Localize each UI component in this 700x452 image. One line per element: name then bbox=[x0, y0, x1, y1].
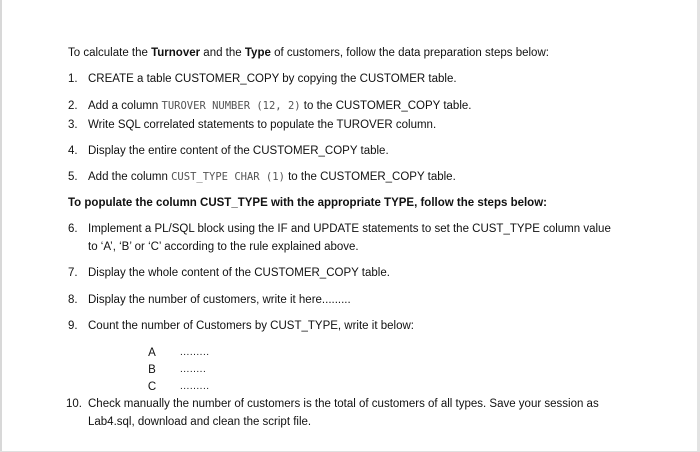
code-snippet: TUROVER NUMBER (12, 2) bbox=[161, 100, 301, 112]
step-6-line2: to ‘A’, ‘B’ or ‘C’ according to the rule explained above. bbox=[88, 241, 359, 253]
step-text: Display the whole content of the CUSTOMER_COPY table. bbox=[88, 267, 390, 279]
step-text: Count the number of Customers by CUST_TYPE, write it below: bbox=[88, 320, 414, 332]
fill-in-blank: ......... bbox=[180, 347, 210, 358]
intro-suffix: of customers, follow the data preparation steps below: bbox=[270, 47, 549, 59]
step-number: 9. bbox=[68, 320, 78, 332]
step-number: 2. bbox=[68, 100, 78, 112]
intro-type: Type bbox=[244, 47, 271, 59]
step-text: Display the number of customers, write it here......... bbox=[88, 294, 351, 306]
type-row-c bbox=[0, 380, 700, 394]
step-text: Write SQL correlated statements to populate the TUROVER column. bbox=[88, 119, 437, 131]
intro-turnover: Turnover bbox=[151, 47, 201, 59]
type-letter: C bbox=[147, 381, 157, 393]
step-10-line2: Lab4.sql, download and clean the script file. bbox=[88, 416, 312, 428]
type-row-a bbox=[0, 346, 700, 360]
step-text bbox=[88, 170, 456, 184]
fill-in-blank: ........ bbox=[180, 364, 207, 375]
type-letter: A bbox=[148, 347, 156, 359]
step-text-line1: Implement a PL/SQL block using the IF and UPDATE statements to set the CUST_TYPE column value bbox=[88, 223, 611, 235]
step-number: 3. bbox=[68, 119, 78, 131]
intro-paragraph bbox=[68, 46, 549, 60]
step-number: 4. bbox=[68, 145, 78, 157]
intro-prefix: To calculate the bbox=[68, 47, 152, 59]
step-text bbox=[88, 99, 471, 113]
step-number: 5. bbox=[68, 171, 78, 183]
type-letter: B bbox=[148, 364, 156, 376]
intro-middle: and the bbox=[200, 47, 245, 59]
step-text: Display the entire content of the CUSTOMER_COPY table. bbox=[88, 145, 389, 157]
step-number: 1. bbox=[68, 73, 78, 85]
step-text-post: to the CUSTOMER_COPY table. bbox=[284, 171, 456, 183]
step-text-line1: Check manually the number of customers is the total of customers of all types. Save your session as bbox=[88, 398, 599, 410]
step-text-post: to the CUSTOMER_COPY table. bbox=[300, 100, 472, 112]
type-row-b bbox=[0, 363, 700, 377]
step-number: 10. bbox=[66, 398, 82, 410]
step-text: CREATE a table CUSTOMER_COPY by copying the CUSTOMER table. bbox=[88, 73, 457, 85]
step-text-pre: Add the column bbox=[88, 171, 172, 183]
fill-in-blank: ......... bbox=[180, 381, 210, 392]
step-number: 6. bbox=[68, 223, 78, 235]
step-text-pre: Add a column bbox=[88, 100, 162, 112]
step-number: 8. bbox=[68, 294, 78, 306]
code-snippet: CUST_TYPE CHAR (1) bbox=[171, 171, 285, 183]
step-number: 7. bbox=[68, 267, 78, 279]
subheading: To populate the column CUST_TYPE with the appropriate TYPE, follow the steps below: bbox=[68, 197, 547, 209]
